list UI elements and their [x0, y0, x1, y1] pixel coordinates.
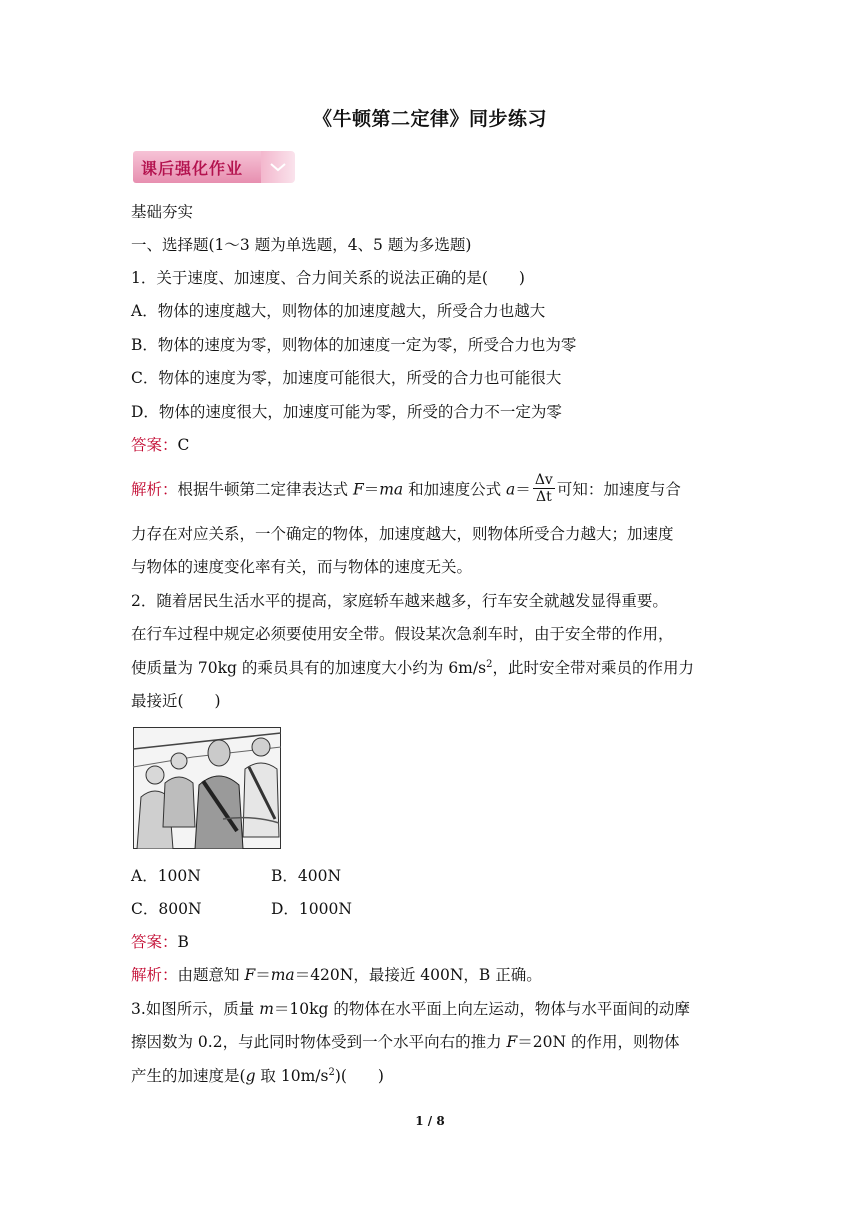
- q2-analysis: 解析：由题意知 F＝ma＝420N，最接近 400N，B 正确。: [131, 966, 542, 984]
- q2-option-d: D．1000N: [271, 900, 352, 918]
- q2-line3: 使质量为 70kg 的乘员具有的加速度大小约为 $6m/s^2$，此时安全带对乘员的作用力: [131, 658, 694, 677]
- q2-answer-value: B: [177, 933, 189, 951]
- chevron-down-icon: [267, 157, 289, 177]
- q2-option-b: B．400N: [271, 867, 342, 885]
- q2-answer: [131, 930, 731, 954]
- q1-stem: 1．关于速度、加速度、合力间关系的说法正确的是( ): [131, 269, 525, 287]
- q1-option-c: C．物体的速度为零，加速度可能很大，所受的合力也可能很大: [131, 369, 562, 387]
- q1-answer: [131, 433, 731, 457]
- q1-analysis-line3: 与物体的速度变化率有关，而与物体的速度无关。: [131, 558, 473, 576]
- page-number: 1 / 8: [415, 1114, 445, 1128]
- q2-line1: 2．随着居民生活水平的提高，家庭轿车越来越多，行车安全就越发显得重要。: [131, 592, 668, 610]
- q1-analysis-line2: 力存在对应关系，一个确定的物体，加速度越大，则物体所受合力越大；加速度: [131, 525, 674, 543]
- answer-label: 答案：: [131, 933, 178, 951]
- q2-option-a: A．100N: [131, 867, 201, 885]
- analysis-label: 解析：: [131, 480, 178, 499]
- q2-line4: 最接近( ): [131, 692, 221, 710]
- q2-line2: 在行车过程中规定必须要使用安全带。假设某次急刹车时，由于安全带的作用，: [131, 625, 674, 643]
- analysis-label: 解析：: [131, 966, 178, 984]
- part-heading: 一、选择题(1～3 题为单选题，4、5 题为多选题): [131, 236, 472, 254]
- q3-line2: 擦因数为 0.2，与此同时物体受到一个水平向右的推力 F＝20N 的作用，则物体: [131, 1033, 680, 1051]
- q2-options-row1: [131, 864, 731, 888]
- section-heading: 基础夯实: [131, 203, 194, 221]
- fraction-dv-dt: $\frac{\Delta v}{\Delta t}$: [534, 472, 553, 505]
- q1-answer-value: C: [177, 436, 190, 454]
- section-banner: [133, 151, 295, 183]
- q1-option-d: D．物体的速度很大，加速度可能为零，所受的合力不一定为零: [131, 403, 562, 421]
- q2-option-c: C．800N: [131, 900, 202, 918]
- seatbelt-passengers-illustration: [133, 727, 281, 849]
- banner-label: 课后强化作业: [141, 159, 244, 178]
- q1-option-b: B．物体的速度为零，则物体的加速度一定为零，所受合力也为零: [131, 336, 577, 354]
- q3-line1: 3.如图所示，质量 m＝10kg 的物体在水平面上向左运动，物体与水平面间的动摩: [131, 1000, 690, 1018]
- q1-option-a: A．物体的速度越大，则物体的加速度越大，所受合力也越大: [131, 302, 546, 320]
- page-title: 《牛顿第二定律》同步练习: [312, 108, 547, 130]
- q1-analysis-line1: 解析：根据牛顿第二定律表达式 F＝ma 和加速度公式 a＝ $\frac{\Delta v}{\Delta t}$ 可知：加速度与合: [131, 472, 681, 505]
- answer-label: 答案：: [131, 436, 178, 454]
- q2-options-row2: [131, 897, 731, 921]
- q3-line3: 产生的加速度是(g 取 $10m/s^2$)( ): [131, 1066, 384, 1085]
